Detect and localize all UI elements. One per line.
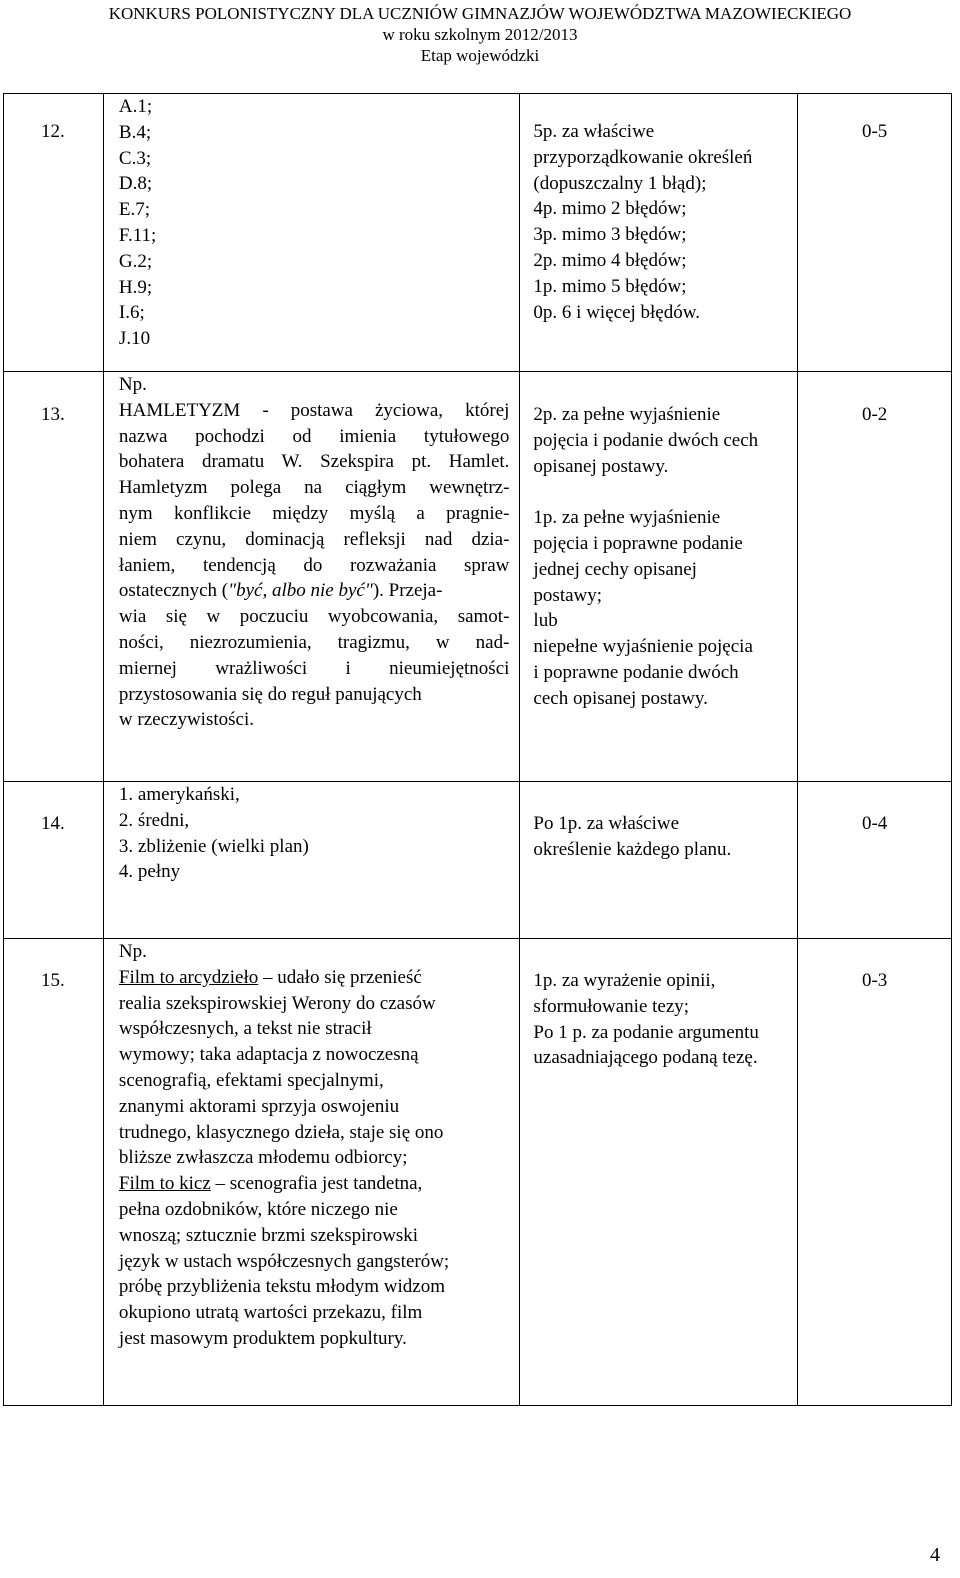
points-cell: 0-2 [798, 372, 952, 782]
answer-line: D.8; [118, 173, 153, 195]
answer-cell [103, 372, 520, 782]
criteria-line: opisanej postawy. [533, 455, 669, 477]
criteria-line: 0p. 6 i więcej błędów. [533, 301, 700, 323]
answer-line: przystosowania się do reguł panujących [118, 683, 422, 705]
answer-cell [103, 94, 520, 372]
answer-line: 2. średni, [118, 809, 190, 831]
table-row [4, 94, 952, 372]
answer-text: ostatecznych ( [118, 580, 229, 602]
criteria-cell [520, 939, 798, 1406]
page-number: 4 [930, 1544, 940, 1566]
answer-line: znanymi aktorami sprzyja oswojeniu [118, 1095, 400, 1117]
answer-line: H.9; [118, 276, 153, 298]
answer-line: 3. zbliżenie (wielki plan) [118, 835, 309, 857]
answer-line: C.3; [118, 147, 152, 169]
answer-line [119, 1171, 510, 1197]
points-cell: 0-4 [798, 782, 952, 939]
answer-line [119, 965, 510, 991]
criteria-line: niepełne wyjaśnienie pojęcia [533, 636, 753, 658]
answer-text: – udało się przenieść [258, 966, 422, 988]
answer-line: Np. [118, 941, 147, 962]
criteria-line: 1p. mimo 5 błędów; [533, 275, 687, 297]
answer-key-table [3, 93, 952, 1406]
answer-line: nym konflikcie między myślą a pragnie- [118, 502, 510, 524]
answer-line: trudnego, klasycznego dzieła, staje się ono [118, 1121, 444, 1143]
criteria-line: uzasadniającego podaną tezę. [533, 1047, 758, 1069]
answer-line: w rzeczywistości. [118, 709, 254, 731]
criteria-line: (dopuszczalny 1 błąd); [533, 172, 707, 194]
answer-line: Np. [118, 374, 147, 395]
criteria-line: przyporządkowanie określeń [533, 146, 753, 168]
answer-line: E.7; [118, 199, 151, 221]
criteria-line: 1p. za pełne wyjaśnienie [533, 507, 721, 529]
criteria-line: i poprawne podanie dwóch [533, 661, 739, 683]
criteria-line: sformułowanie tezy; [533, 995, 690, 1017]
answer-line: niem czynu, dominacją refleksji nad dzia- [118, 528, 510, 550]
spacer [533, 479, 789, 505]
answer-line: wymowy; taka adaptacja z nowoczesną [118, 1044, 419, 1066]
criteria-line: 2p. mimo 4 błędów; [533, 249, 687, 271]
criteria-line: cech opisanej postawy. [533, 687, 708, 709]
criteria-line: postawy; [533, 584, 603, 606]
points-cell: 0-3 [798, 939, 952, 1406]
answer-line: współczesnych, a tekst nie stracił [118, 1018, 372, 1040]
answer-line: ności, niezrozumienia, tragizmu, w nad- [118, 631, 510, 653]
criteria-line: 2p. za pełne wyjaśnienie [533, 404, 721, 425]
answer-line: język w ustach współczesnych gangsterów; [118, 1250, 450, 1272]
answer-cell [103, 782, 520, 939]
task-number: 15. [4, 939, 104, 1406]
answer-line: próbę przybliżenia tekstu młodym widzom [118, 1276, 446, 1298]
answer-line: wia się w poczuciu wyobcowania, samot- [118, 606, 510, 628]
answer-line: I.6; [118, 302, 145, 324]
school-year: w roku szkolnym 2012/2013 [382, 25, 578, 44]
criteria-line: 4p. mimo 2 błędów; [533, 198, 687, 220]
contest-title: KONKURS POLONISTYCZNY DLA UCZNIÓW GIMNAZJÓW WOJEWÓDZTWA MAZOWIECKIEGO [108, 4, 852, 23]
answer-line: bohatera dramatu W. Szekspira pt. Hamlet. [118, 451, 510, 473]
criteria-cell [520, 782, 798, 939]
answer-line: Hamletyzm polega na ciągłym wewnętrz- [118, 477, 510, 499]
criteria-line: jednej cechy opisanej [533, 558, 697, 580]
hamlet-quote: "być, albo nie być" [228, 580, 373, 602]
answer-line: G.2; [118, 250, 153, 272]
answer-line: 1. amerykański, [118, 784, 240, 805]
answer-line: HAMLETYZM - postawa życiowa, której [118, 399, 510, 421]
criteria-line: Po 1 p. za podanie argumentu [533, 1021, 759, 1043]
table-row [4, 939, 952, 1406]
criteria-cell [520, 372, 798, 782]
table-row [4, 782, 952, 939]
thesis-negative: Film to kicz [118, 1173, 211, 1195]
answer-line: pełna ozdobników, które niczego nie [118, 1198, 398, 1220]
answer-line: wnoszą; sztucznie brzmi szekspirowski [118, 1224, 419, 1246]
answer-line: bliższe zwłaszcza młodemu odbiorcy; [118, 1147, 408, 1169]
answer-line: B.4; [118, 121, 152, 143]
criteria-line: 3p. mimo 3 błędów; [533, 224, 687, 246]
answer-line: J.10 [118, 328, 151, 350]
points-cell: 0-5 [798, 94, 952, 372]
answer-line: realia szekspirowskiej Werony do czasów [118, 992, 436, 1014]
thesis-positive: Film to arcydzieło [118, 966, 259, 988]
answer-line [119, 578, 510, 604]
task-number: 13. [4, 372, 104, 782]
criteria-line: określenie każdego planu. [533, 838, 732, 860]
criteria-cell [520, 94, 798, 372]
answer-line: miernej wrażliwości i nieumiejętności [118, 657, 510, 679]
criteria-line: pojęcia i poprawne podanie [533, 532, 743, 554]
answer-line: nazwa pochodzi od imienia tytułowego [118, 425, 510, 447]
answer-line: A.1; [118, 96, 153, 117]
document-header [0, 0, 960, 66]
answer-line: F.11; [118, 224, 157, 246]
stage-name: Etap wojewódzki [420, 46, 540, 65]
task-number: 12. [4, 94, 104, 372]
answer-text: – scenografia jest tandetna, [210, 1173, 423, 1195]
criteria-line: Po 1p. za właściwe [533, 813, 680, 834]
criteria-line: lub [533, 610, 558, 632]
answer-line: scenografią, efektami specjalnymi, [118, 1069, 384, 1091]
criteria-line: 5p. za właściwe [533, 121, 655, 142]
answer-line: 4. pełny [118, 861, 181, 883]
answer-line: jest masowym produktem popkultury. [118, 1327, 407, 1349]
criteria-line: 1p. za wyrażenie opinii, [533, 970, 716, 991]
table-row [4, 372, 952, 782]
answer-line: okupiono utratą wartości przekazu, film [118, 1302, 423, 1324]
answer-text: ). Przeja- [372, 580, 443, 602]
answer-cell [103, 939, 520, 1406]
task-number: 14. [4, 782, 104, 939]
answer-line: łaniem, tendencją do rozważania spraw [118, 554, 510, 576]
criteria-line: pojęcia i podanie dwóch cech [533, 429, 759, 451]
